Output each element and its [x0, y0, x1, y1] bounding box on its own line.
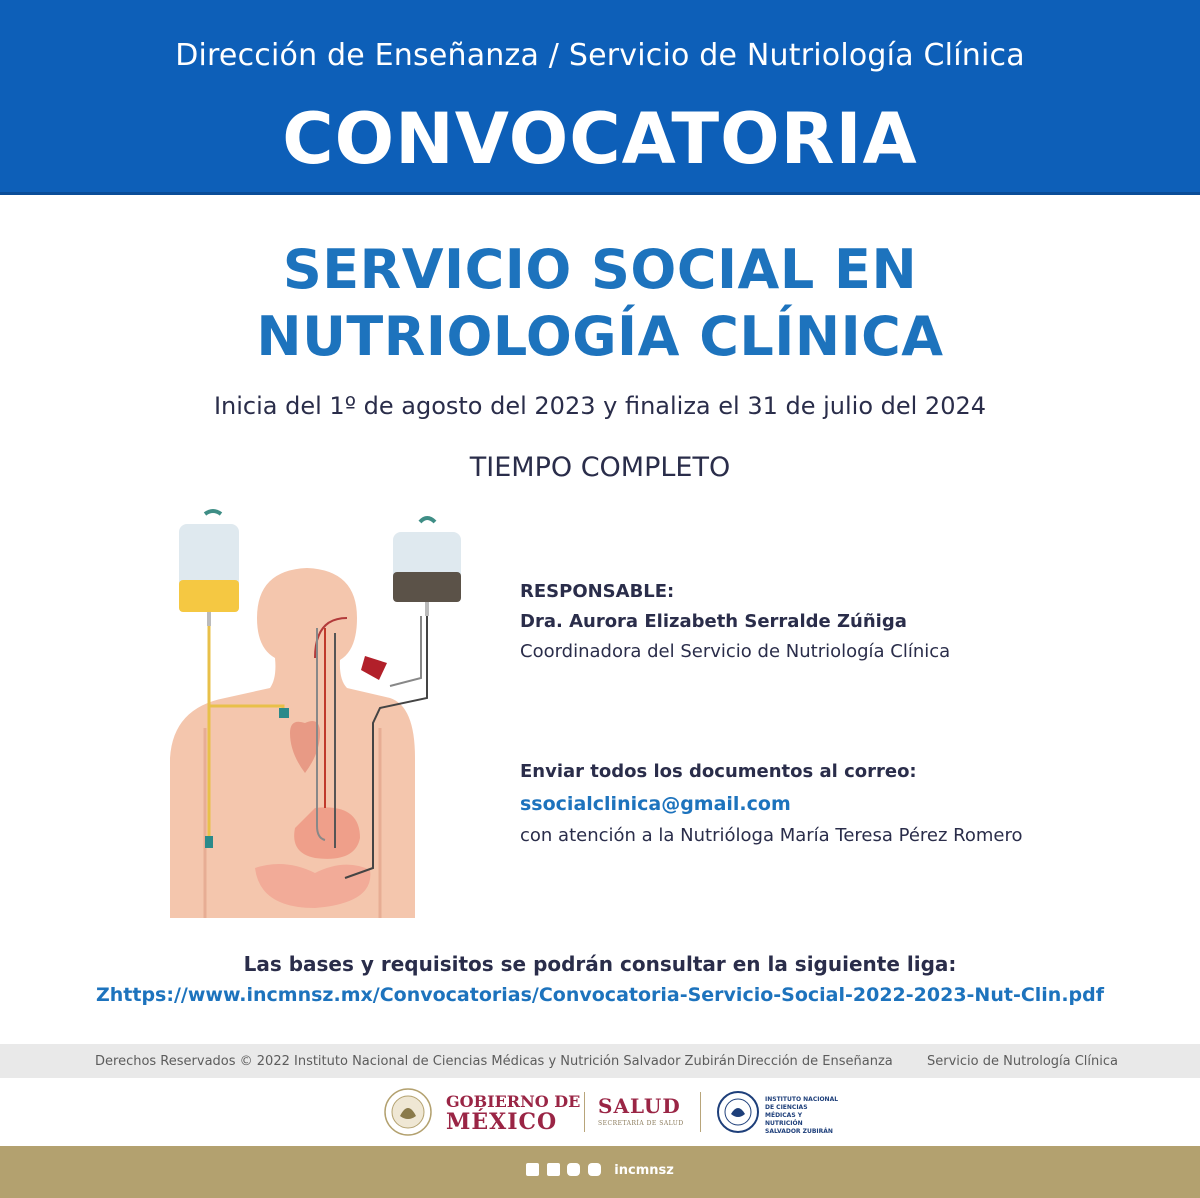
responsable-label: RESPONSABLE: — [520, 581, 675, 602]
responsable-role: Coordinadora del Servicio de Nutriología Clínica — [520, 641, 951, 662]
program-title-line2: NUTRIOLOGÍA CLÍNICA — [256, 305, 944, 368]
responsable-name: Dra. Aurora Elizabeth Serralde Zúñiga — [520, 611, 907, 632]
footer-servicio: Servicio de Nutrología Clínica — [927, 1054, 1118, 1069]
header-banner — [0, 0, 1200, 195]
responsable-section — [520, 580, 950, 664]
institute-name: INSTITUTO NACIONAL DE CIENCIAS MÉDICAS Y NUTRICIÓN SALVADOR ZUBIRÁN — [765, 1096, 839, 1135]
gobierno-logo — [446, 1092, 581, 1135]
enteral-nutrition-illustration — [165, 508, 485, 918]
coat-of-arms-icon — [378, 1086, 438, 1138]
logos-bar — [0, 1078, 1200, 1146]
social-links — [0, 1163, 1200, 1178]
contact-email-link[interactable]: ssocialclinica@gmail.com — [520, 793, 791, 815]
salud-logo — [598, 1094, 684, 1127]
logo-divider — [700, 1092, 701, 1132]
program-title-line1: SERVICIO SOCIAL EN — [282, 238, 918, 301]
gobierno-line2: MÉXICO — [446, 1109, 558, 1135]
salud-title: SALUD — [598, 1094, 681, 1118]
instagram-icon[interactable] — [567, 1163, 580, 1176]
header-title: CONVOCATORIA — [282, 98, 918, 180]
footer-direccion: Dirección de Enseñanza — [737, 1054, 893, 1069]
institute-seal-icon — [716, 1090, 760, 1134]
bases-link[interactable]: Zhttps://www.incmnsz.mx/Convocatorias/Convocatoria-Servicio-Social-2022-2023-Nut-Clin.pdf — [95, 984, 1105, 1006]
twitter-icon[interactable] — [547, 1163, 560, 1176]
social-handle[interactable]: incmnsz — [614, 1163, 674, 1178]
bases-text: Las bases y requisitos se podrán consultar en la siguiente liga: — [243, 952, 957, 976]
logo-divider — [584, 1092, 585, 1132]
social-bar — [0, 1146, 1200, 1198]
program-schedule: TIEMPO COMPLETO — [469, 452, 731, 483]
footer-strip — [0, 1044, 1200, 1078]
contact-label: Enviar todos los documentos al correo: — [520, 761, 917, 782]
contact-section — [520, 760, 1023, 848]
footer-copyright: Derechos Reservados © 2022 Instituto Nacional de Ciencias Médicas y Nutrición Salvador Zubirán — [95, 1054, 736, 1069]
header-subtitle: Dirección de Enseñanza / Servicio de Nutriología Clínica — [175, 38, 1025, 73]
nasal-connector — [361, 656, 387, 680]
salud-subtitle: SECRETARÍA DE SALUD — [598, 1120, 684, 1127]
gobierno-line1: GOBIERNO DE — [446, 1092, 581, 1111]
contact-attention: con atención a la Nutrióloga María Teresa Pérez Romero — [520, 825, 1023, 846]
youtube-icon[interactable] — [588, 1163, 601, 1176]
facebook-icon[interactable] — [526, 1163, 539, 1176]
program-dates: Inicia del 1º de agosto del 2023 y finaliza el 31 de julio del 2024 — [213, 392, 987, 420]
